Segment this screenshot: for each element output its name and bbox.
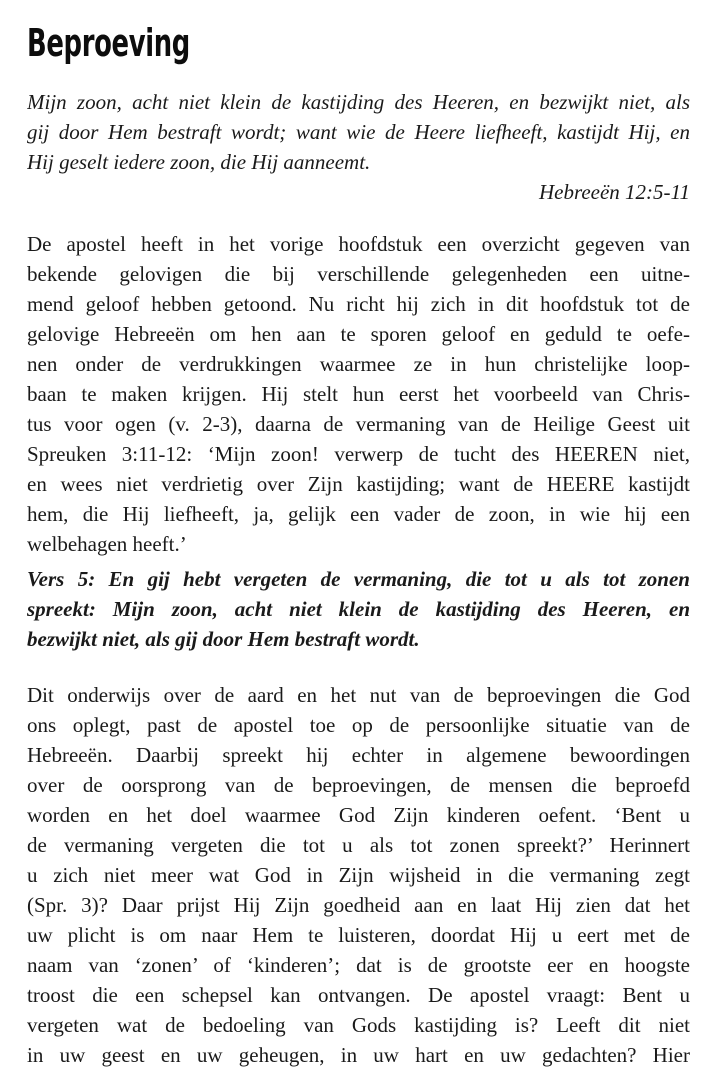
text-line: de vermaning vergeten die tot u als tot zonen spreekt?’ Herinnert	[27, 833, 690, 857]
text-line: baan te maken krijgen. Hij stelt hun eerst het voorbeeld van Chris-	[27, 382, 690, 406]
text-line: in uw geest en uw geheugen, in uw hart en uw gedachten? Hier	[27, 1043, 690, 1067]
paragraph	[27, 229, 690, 559]
epigraph-quote	[27, 87, 690, 177]
text-line: tus voor ogen (v. 2-3), daarna de vermaning van de Heilige Geest uit	[27, 412, 690, 436]
text-line: Spreuken 3:11-12: ‘Mijn zoon! verwerp de tucht des HEEREN niet,	[27, 442, 690, 466]
text-line: spreekt: Mijn zoon, acht niet klein de kastijding des Heeren, en	[27, 597, 690, 621]
text-line: vergeten wat de bedoeling van Gods kastijding is? Leeft dit niet	[27, 1013, 690, 1037]
body-text	[27, 229, 690, 1070]
text-line: naam van ‘zonen’ of ‘kinderen’; dat is de grootste eer en hoogste	[27, 953, 690, 977]
text-line: bezwijkt niet, als gij door Hem bestraft wordt.	[27, 627, 420, 651]
text-line: Vers 5: En gij hebt vergeten de vermaning, die tot u als tot zonen	[27, 567, 690, 591]
text-line: mend geloof hebben getoond. Nu richt hij zich in dit hoofdstuk tot de	[27, 292, 690, 316]
text-line: gij door Hem bestraft wordt; want wie de Heere liefheeft, kastijdt Hij, en	[27, 120, 690, 144]
text-line: welbehagen heeft.’	[27, 532, 187, 556]
text-line: uw plicht is om naar Hem te luisteren, doordat Hij u eert met de	[27, 923, 690, 947]
text-line: worden en het doel waarmee God Zijn kinderen oefent. ‘Bent u	[27, 803, 690, 827]
text-line: Hij geselt iedere zoon, die Hij aanneemt.	[27, 150, 371, 174]
epigraph	[27, 87, 690, 207]
text-line: (Spr. 3)? Daar prijst Hij Zijn goedheid aan en laat Hij zien dat het	[27, 893, 690, 917]
text-line: Dit onderwijs over de aard en het nut van de beproevingen die God	[27, 683, 690, 707]
text-column	[27, 0, 690, 1070]
paragraph	[27, 680, 690, 1070]
epigraph-reference: Hebreeën 12:5-11	[538, 180, 690, 204]
paragraph	[27, 564, 690, 654]
text-line: u zich niet meer wat God in Zijn wijsheid in die vermaning zegt	[27, 863, 690, 887]
text-line: De apostel heeft in het vorige hoofdstuk een overzicht gegeven van	[27, 232, 690, 256]
text-line: nen onder de verdrukkingen waarmee ze in hun christelijke loop-	[27, 352, 690, 376]
text-line: hem, die Hij liefheeft, ja, gelijk een vader de zoon, in wie hij een	[27, 502, 690, 526]
text-line: bekende gelovigen die bij verschillende gelegenheden een uitne-	[27, 262, 690, 286]
text-line: over de oorsprong van de beproevingen, de mensen die beproefd	[27, 773, 690, 797]
chapter-title: Beproeving	[27, 21, 190, 65]
text-line: ons oplegt, past de apostel toe op de persoonlijke situatie van de	[27, 713, 690, 737]
text-line: troost die een schepsel kan ontvangen. De apostel vraagt: Bent u	[27, 983, 690, 1007]
text-line: en wees niet verdrietig over Zijn kastijding; want de HEERE kastijdt	[27, 472, 690, 496]
text-line: Mijn zoon, acht niet klein de kastijding des Heeren, en bezwijkt niet, als	[27, 90, 690, 114]
text-line: gelovige Hebreeën om hen aan te sporen geloof en geduld te oefe-	[27, 322, 690, 346]
text-line: Hebreeën. Daarbij spreekt hij echter in algemene bewoordingen	[27, 743, 690, 767]
